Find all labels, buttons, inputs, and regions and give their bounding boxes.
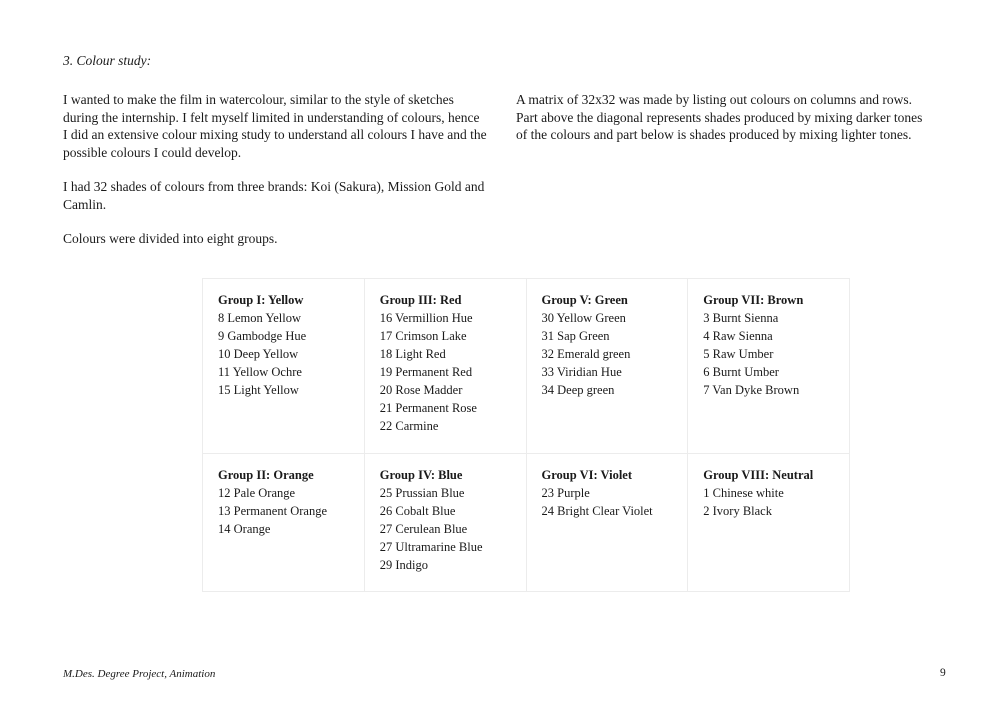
colour-item: 22 Carmine	[379, 419, 439, 433]
colour-item: 14 Orange	[218, 522, 271, 536]
group-items	[542, 484, 680, 520]
group-title: Group III: Red	[379, 293, 462, 307]
colour-item: 27 Ultramarine Blue	[379, 540, 483, 554]
group-cell-brown	[688, 279, 850, 454]
colour-item: 17 Crimson Lake	[379, 329, 467, 343]
colour-item: 9 Gambodge Hue	[218, 329, 307, 343]
paragraph: A matrix of 32x32 was made by listing out colours on columns and rows. Part above the diagonal represents shades produced by mixing darker tones of the colours and part below is shades produced by mixing lighter tones.	[516, 92, 923, 142]
colour-groups-table	[202, 278, 850, 592]
paragraph: I wanted to make the film in watercolour, similar to the style of sketches during the internship. I felt myself limited in understanding of colours, hence I did an extensive colour mixing study to understand all colours I have and the possible colours I could develop.	[63, 92, 487, 160]
colour-item: 18 Light Red	[379, 347, 446, 361]
group-items	[380, 309, 518, 435]
group-title: Group VIII: Neutral	[703, 468, 814, 482]
group-title: Group V: Green	[541, 293, 628, 307]
colour-item: 6 Burnt Umber	[703, 365, 779, 379]
colour-item: 8 Lemon Yellow	[218, 311, 301, 325]
group-items	[218, 309, 356, 399]
colour-item: 33 Viridian Hue	[541, 365, 622, 379]
colour-item: 5 Raw Umber	[703, 347, 774, 361]
colour-item: 12 Pale Orange	[218, 486, 296, 500]
group-title: Group VII: Brown	[703, 293, 804, 307]
group-cell-neutral	[688, 454, 850, 592]
colour-item: 34 Deep green	[541, 383, 615, 397]
group-items	[218, 484, 356, 538]
table-row	[203, 279, 850, 454]
group-cell-yellow	[203, 279, 365, 454]
colour-item: 13 Permanent Orange	[218, 504, 327, 518]
group-items	[703, 484, 841, 520]
group-cell-green	[526, 279, 688, 454]
colour-item: 21 Permanent Rose	[379, 401, 477, 415]
colour-item: 15 Light Yellow	[218, 383, 299, 397]
colour-item: 10 Deep Yellow	[218, 347, 299, 361]
colour-item: 31 Sap Green	[541, 329, 610, 343]
colour-item: 23 Purple	[541, 486, 590, 500]
colour-item: 1 Chinese white	[703, 486, 784, 500]
colour-item: 26 Cobalt Blue	[379, 504, 456, 518]
colour-item: 2 Ivory Black	[703, 504, 772, 518]
colour-item: 16 Vermillion Hue	[379, 311, 473, 325]
colour-item: 3 Burnt Sienna	[703, 311, 779, 325]
colour-item: 24 Bright Clear Violet	[541, 504, 653, 518]
colour-item: 11 Yellow Ochre	[218, 365, 302, 379]
group-cell-red	[364, 279, 526, 454]
colour-item: 25 Prussian Blue	[379, 486, 465, 500]
group-items	[380, 484, 518, 574]
group-cell-violet	[526, 454, 688, 592]
colour-item: 19 Permanent Red	[379, 365, 473, 379]
paragraph: Colours were divided into eight groups.	[63, 231, 278, 246]
group-cell-blue	[364, 454, 526, 592]
group-items	[542, 309, 680, 399]
colour-item: 29 Indigo	[379, 558, 429, 572]
colour-item: 7 Van Dyke Brown	[703, 383, 800, 397]
group-title: Group II: Orange	[218, 468, 314, 482]
group-title: Group IV: Blue	[379, 468, 463, 482]
group-title: Group VI: Violet	[541, 468, 633, 482]
colour-item: 20 Rose Madder	[379, 383, 463, 397]
intro-left-column	[63, 91, 487, 265]
group-items	[703, 309, 841, 399]
colour-item: 27 Cerulean Blue	[379, 522, 468, 536]
colour-item: 32 Emerald green	[541, 347, 631, 361]
colour-item: 4 Raw Sienna	[703, 329, 773, 343]
paragraph: I had 32 shades of colours from three brands: Koi (Sakura), Mission Gold and Camlin.	[63, 179, 485, 212]
intro-right-column	[516, 91, 936, 144]
group-cell-orange	[203, 454, 365, 592]
section-heading: 3. Colour study:	[63, 53, 152, 68]
table-row	[203, 454, 850, 592]
footer-project-label: M.Des. Degree Project, Animation	[63, 668, 216, 680]
colour-item: 30 Yellow Green	[541, 311, 626, 325]
group-title: Group I: Yellow	[218, 293, 304, 307]
page-number: 9	[940, 667, 946, 679]
